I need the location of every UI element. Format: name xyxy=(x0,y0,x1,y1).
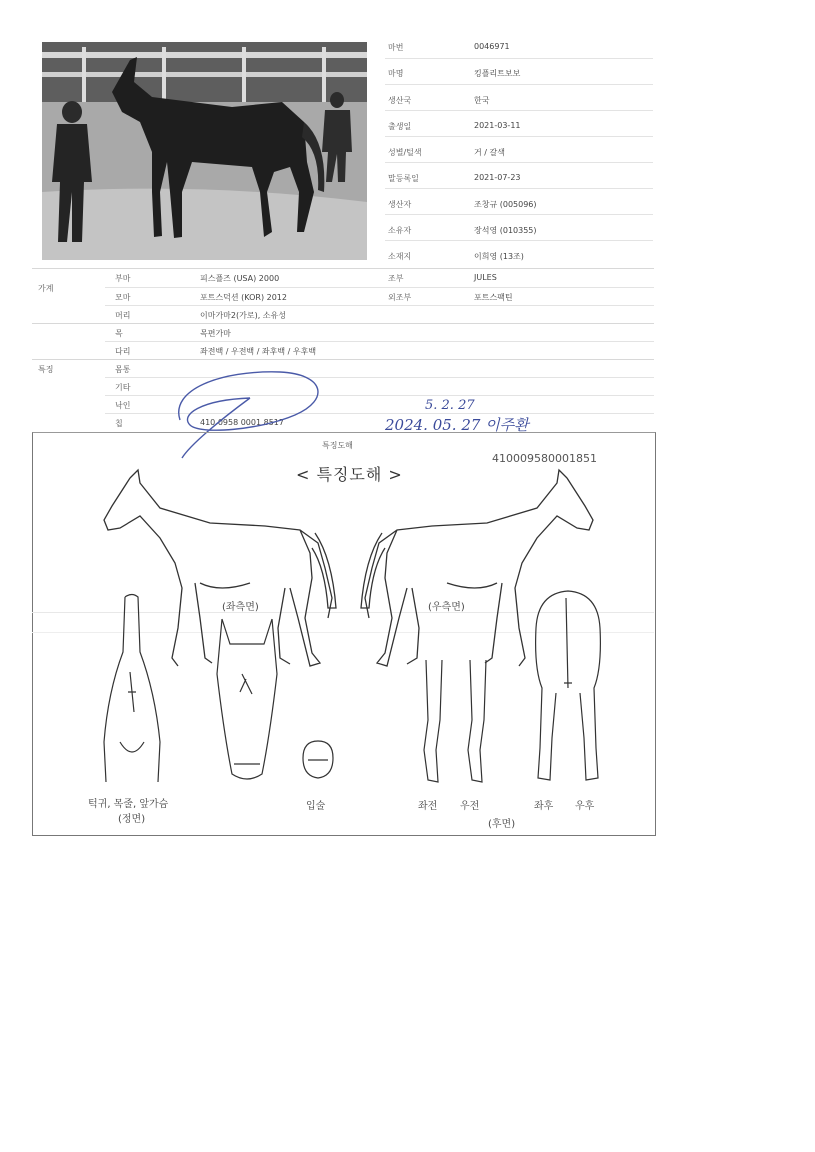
grandsire-value: JULES xyxy=(474,273,497,282)
sire-value: 피스플즈 (USA) 2000 xyxy=(200,274,280,283)
body-label: 몸통 xyxy=(115,365,131,374)
other-label: 기타 xyxy=(115,383,131,392)
front-legs-diagram xyxy=(416,660,496,790)
handwritten-signature-date: 2024. 05. 27 이주환 xyxy=(385,416,529,434)
info-value-sex-color: 거 / 갈색 xyxy=(474,148,505,157)
info-value-breeder: 조창규 (005096) xyxy=(474,200,537,209)
info-label-birth-date: 출생일 xyxy=(388,122,412,131)
info-value-horse-name: 킹플리트보보 xyxy=(474,69,521,78)
maternal-grandsire-value: 포트스팩틴 xyxy=(474,293,513,302)
dam-value: 포트스덕션 (KOR) 2012 xyxy=(200,293,287,302)
hind-left-caption: 좌후 xyxy=(534,801,554,812)
info-label-horse-number: 마번 xyxy=(388,43,404,52)
info-label-owner: 소유자 xyxy=(388,226,412,235)
muzzle-diagram xyxy=(298,738,338,783)
info-label-registration-date: 말등록일 xyxy=(388,174,419,183)
pedigree-section-label: 가계 xyxy=(38,284,54,293)
head-value: 이마가마2(가로), 소유성 xyxy=(200,311,286,320)
legs-value: 좌전백 / 우전백 / 좌후백 / 우후백 xyxy=(200,347,317,356)
left-side-label: (좌측면) xyxy=(222,602,259,613)
neck-label: 목 xyxy=(115,329,123,338)
front-caption: 턱귀, 목줄, 앞가슴 xyxy=(88,799,169,810)
legs-label: 다리 xyxy=(115,347,131,356)
diagram-header-small: 특징도해 xyxy=(322,441,353,450)
front-caption-sub: (정면) xyxy=(118,814,146,825)
horse-photo xyxy=(42,42,367,260)
hind-view-diagram xyxy=(528,588,608,788)
grandsire-label: 조부 xyxy=(388,274,404,283)
sire-label: 부마 xyxy=(115,274,131,283)
head-front-diagram xyxy=(212,614,282,784)
front-neck-chest-diagram xyxy=(100,592,165,792)
diagram-title: < 특징도해 > xyxy=(296,465,403,484)
info-label-country: 생산국 xyxy=(388,96,412,105)
hind-right-caption: 우후 xyxy=(575,801,595,812)
features-section-label: 특징 xyxy=(38,365,54,374)
info-value-location: 이희영 (13조) xyxy=(474,252,524,261)
handwritten-date-top: 5. 2. 27 xyxy=(425,398,475,413)
info-label-breeder: 생산자 xyxy=(388,200,412,209)
fore-left-caption: 좌전 xyxy=(418,801,438,812)
right-side-label: (우측면) xyxy=(428,602,465,613)
brand-label: 낙인 xyxy=(115,401,131,410)
rear-caption: (후면) xyxy=(488,819,516,830)
fore-right-caption: 우전 xyxy=(460,801,480,812)
info-label-location: 소재지 xyxy=(388,252,412,261)
chip-value: 410 0958 0001 8517 xyxy=(200,418,284,427)
maternal-grandsire-label: 외조부 xyxy=(388,293,412,302)
muzzle-caption: 입술 xyxy=(306,801,326,812)
head-label: 머리 xyxy=(115,311,131,320)
chip-number-overlay: 410009580001851 xyxy=(492,452,597,465)
neck-value: 목편가마 xyxy=(200,329,231,338)
info-label-horse-name: 마명 xyxy=(388,69,404,78)
info-value-country: 한국 xyxy=(474,96,490,105)
info-label-sex-color: 성별/털색 xyxy=(388,148,422,157)
info-value-horse-number: 0046971 xyxy=(474,42,510,51)
info-value-birth-date: 2021-03-11 xyxy=(474,121,521,130)
dam-label: 모마 xyxy=(115,293,131,302)
info-value-registration-date: 2021-07-23 xyxy=(474,173,521,182)
chip-label: 칩 xyxy=(115,419,123,428)
info-value-owner: 장석영 (010355) xyxy=(474,226,537,235)
